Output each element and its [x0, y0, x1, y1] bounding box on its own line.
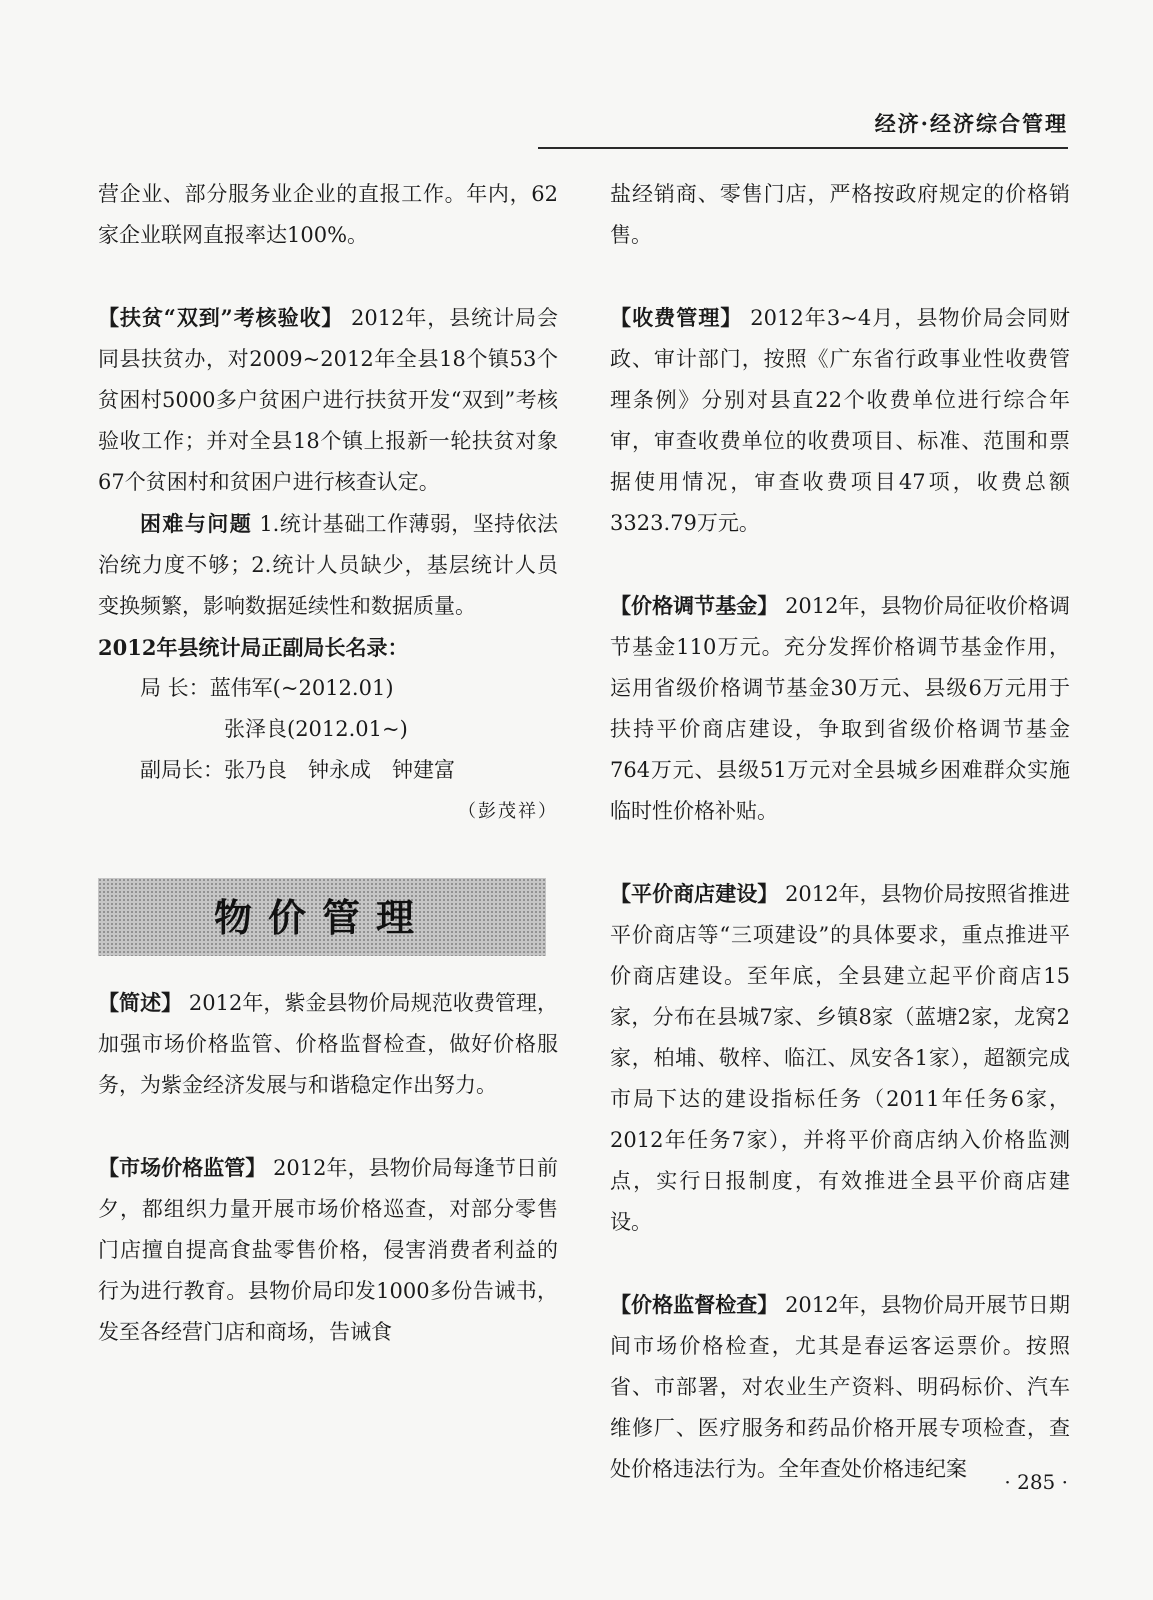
- section-heading: 【平价商店建设】: [610, 881, 779, 906]
- section-body: 2012年，县物价局每逢节日前夕，都组织力量开展市场价格巡查，对部分零售门店擅自提高食盐零售价格，侵害消费者利益的行为进行教育。县物价局印发1000多份告诫书，发至各经营门店和商场，告诫食: [98, 1156, 558, 1344]
- section-heading: 【价格监督检查】: [610, 1292, 779, 1317]
- header-rule: [538, 147, 1068, 149]
- left-column: [98, 174, 558, 1353]
- roster-title: 2012年县统计局正副局长名录：: [98, 635, 409, 660]
- page-number: · 285 ·: [1004, 1470, 1068, 1494]
- paragraph-continued: 盐经销商、零售门店，严格按政府规定的价格销售。: [610, 182, 1070, 247]
- roster-director-row: [98, 668, 558, 709]
- section-body: 2012年，县统计局会同县扶贫办，对2009~2012年全县18个镇53个贫困村5000多户贫困户进行扶贫开发“双到”考核验收工作；并对全县18个镇上报新一轮扶贫对象67个贫困村和贫困户进行核查认定。: [98, 306, 558, 494]
- section-affordable-stores: [610, 873, 1070, 1243]
- section-body: 2012年，县物价局征收价格调节基金110万元。充分发挥价格调节基金作用，运用省级价格调节基金30万元、县级6万元用于扶持平价商店建设，争取到省级价格调节基金764万元、县级51万元对全县城乡困难群众实施临时性价格补贴。: [610, 594, 1070, 823]
- section-market-price-supervision: [98, 1147, 558, 1353]
- roster-deputies: 张乃良 钟永成 钟建富: [224, 758, 455, 782]
- difficulties-body: 1.统计基础工作薄弱，坚持依法治统力度不够；2.统计人员缺少，基层统计人员变换频繁，影响数据延续性和数据质量。: [98, 512, 559, 618]
- roster-director-2: 张泽良(2012.01~): [224, 717, 408, 741]
- paragraph-continued: 营企业、部分服务业企业的直报工作。年内，62家企业联网直报率达100%。: [98, 182, 558, 247]
- author-credit: （彭茂祥）: [458, 801, 558, 822]
- section-heading: 【扶贫“双到”考核验收】: [98, 305, 344, 330]
- section-price-inspection: [610, 1284, 1070, 1490]
- roster-deputy-label: 副局长：: [140, 758, 224, 782]
- roster-director-row-2: [98, 709, 558, 750]
- roster-deputy-row: [98, 750, 558, 791]
- difficulties-heading: 困难与问题: [140, 511, 253, 536]
- section-heading: 【收费管理】: [610, 305, 743, 330]
- running-header: 经济·经济综合管理: [874, 111, 1068, 136]
- right-column: [610, 174, 1070, 1490]
- section-heading: 【市场价格监管】: [98, 1155, 267, 1180]
- section-banner: [98, 878, 546, 956]
- section-overview: [98, 982, 558, 1106]
- section-body: 2012年，县物价局按照省推进平价商店等“三项建设”的具体要求，重点推进平价商店建设。至年底，全县建立起平价商店15家，分布在县城7家、乡镇8家（蓝塘2家，龙窝2家，柏埔、敬梓、临江、凤安各1家），超额完成市局下达的建设指标任务（2011年任务6家，2012年任务7家），并将平价商店纳入价格监测点，实行日报制度，有效推进全县平价商店建设。: [610, 882, 1070, 1234]
- difficulties-paragraph: [98, 503, 558, 627]
- section-fee-management: [610, 297, 1070, 544]
- section-body: 2012年，紫金县物价局规范收费管理，加强市场价格监管、价格监督检查，做好价格服务，为紫金经济发展与和谐稳定作出努力。: [98, 991, 558, 1097]
- roster-director-1: 蓝伟军(~2012.01): [209, 676, 394, 700]
- roster-director-label: 局 长：: [140, 676, 210, 700]
- section-heading: 【价格调节基金】: [610, 593, 779, 618]
- section-body: 2012年3~4月，县物价局会同财政、审计部门，按照《广东省行政事业性收费管理条例》分别对县直22个收费单位进行综合年审，审查收费单位的收费项目、标准、范围和票据使用情况，审查收费项目47项，收费总额3323.79万元。: [610, 306, 1070, 535]
- section-price-regulation-fund: [610, 585, 1070, 832]
- section-banner-title: 物价管理: [213, 894, 430, 940]
- section-poverty-assessment: [98, 297, 558, 503]
- section-heading: 【简述】: [98, 990, 183, 1015]
- section-body: 2012年，县物价局开展节日期间市场价格检查，尤其是春运客运票价。按照省、市部署，对农业生产资料、明码标价、汽车维修厂、医疗服务和药品价格开展专项检查，查处价格违法行为。全年查处价格违纪案: [610, 1293, 1070, 1481]
